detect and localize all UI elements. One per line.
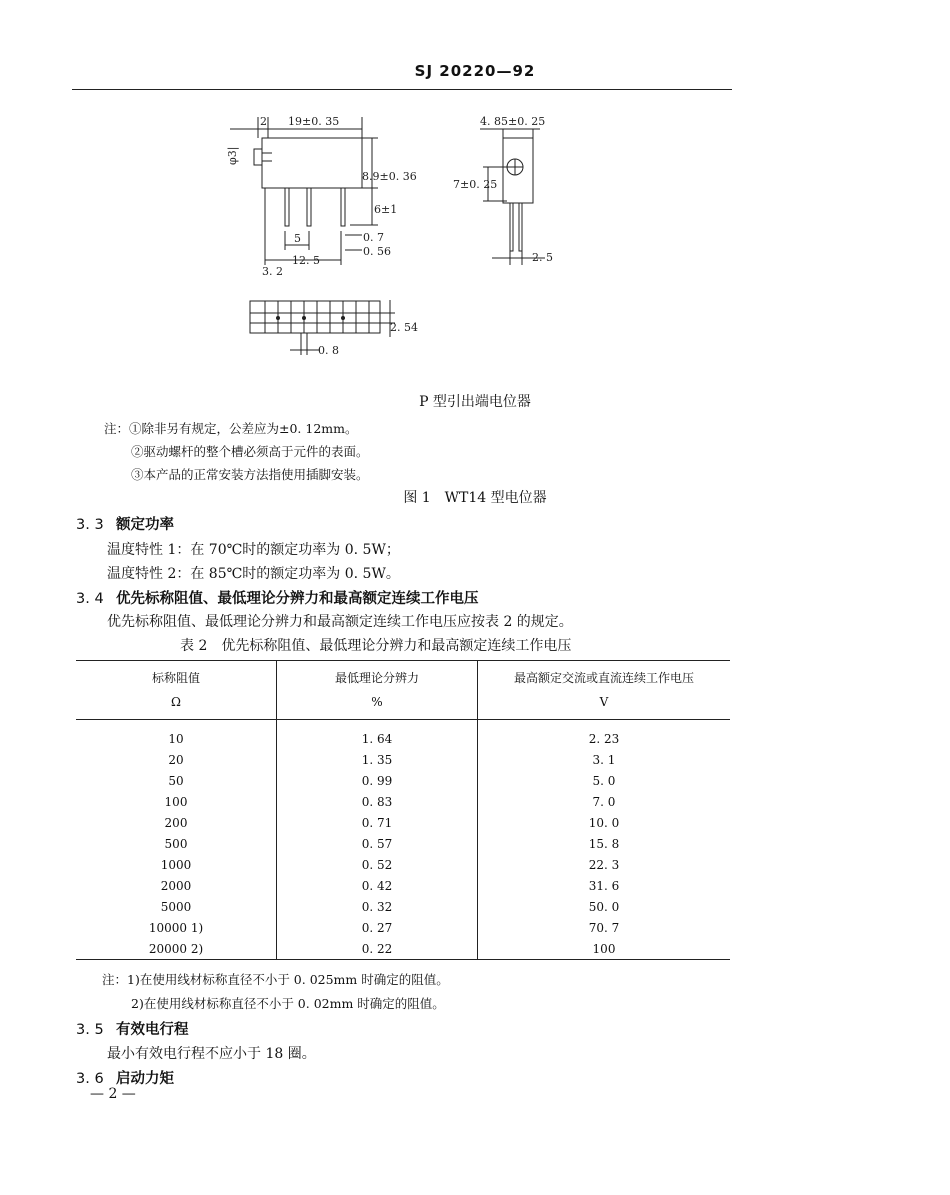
section-3-5-text: 最小有效电行程不应小于 18 圈。 xyxy=(107,1046,316,1062)
table-row: 100 0. 83 7. 0 xyxy=(76,791,730,812)
table-row: 5000 0. 32 50. 0 xyxy=(76,896,730,917)
dim-12-5: 12. 5 xyxy=(292,254,320,267)
section-3-5-heading xyxy=(76,1018,189,1039)
table-row: 500 0. 57 15. 8 xyxy=(76,833,730,854)
figure-note-2: ②驱动螺杆的整个槽必须高于元件的表面。 xyxy=(131,444,369,459)
section-3-3-title: 额定功率 xyxy=(116,517,174,533)
section-3-4-title: 优先标称阻值、最低理论分辨力和最高额定连续工作电压 xyxy=(116,591,479,607)
table-note-1: 注：1)在使用线材标称直径不小于 0. 025mm 时确定的阻值。 xyxy=(102,972,449,987)
table-note-2: 2)在使用线材标称直径不小于 0. 02mm 时确定的阻值。 xyxy=(131,996,445,1011)
section-3-6-title: 启动力矩 xyxy=(116,1071,174,1087)
potentiometer-drawing xyxy=(210,105,610,370)
power-line-1: 温度特性 1：在 70℃时的额定功率为 0. 5W； xyxy=(107,542,400,558)
dim-4-85: 4. 85±0. 25 xyxy=(480,115,546,128)
header-rule xyxy=(72,89,732,90)
table-row: 10 1. 64 2. 23 xyxy=(76,720,730,750)
dim-0-7: 0. 7 xyxy=(363,231,384,244)
dim-6: 6±1 xyxy=(374,203,398,216)
table-row: 10000 1) 0. 27 70. 7 xyxy=(76,917,730,938)
dim-7: 7±0. 25 xyxy=(453,178,498,191)
dim-5: 5 xyxy=(294,232,301,245)
table-row: 50 0. 99 5. 0 xyxy=(76,770,730,791)
section-3-6-number: 3. 6 xyxy=(76,1071,104,1087)
section-3-5-title: 有效电行程 xyxy=(116,1022,189,1038)
header-resistance: 标称阻值 Ω xyxy=(76,661,277,720)
dim-0-8: 0. 8 xyxy=(318,344,339,357)
section-3-6-heading xyxy=(76,1067,174,1088)
dim-0-56: 0. 56 xyxy=(363,245,391,258)
section-3-3-heading xyxy=(76,513,174,534)
table-row: 20 1. 35 3. 1 xyxy=(76,749,730,770)
figure-caption: 图 1 WT14 型电位器 xyxy=(403,490,547,506)
dim-19: 19±0. 35 xyxy=(288,115,340,128)
figure-note-1: 注：①除非另有规定，公差应为±0. 12mm。 xyxy=(104,421,358,436)
dim-2: 2 xyxy=(260,115,267,128)
section-3-4-number: 3. 4 xyxy=(76,591,104,607)
body-outline xyxy=(262,138,362,188)
table-row: 2000 0. 42 31. 6 xyxy=(76,875,730,896)
page-number: — 2 — xyxy=(90,1086,136,1102)
standard-number: SJ 20220—92 xyxy=(414,62,536,80)
section-3-4-heading xyxy=(76,587,479,608)
section-3-4-text: 优先标称阻值、最低理论分辨力和最高额定连续工作电压应按表 2 的规定。 xyxy=(107,614,573,630)
table-2 xyxy=(76,660,730,960)
power-line-2: 温度特性 2：在 85℃时的额定功率为 0. 5W。 xyxy=(107,566,400,582)
dim-3-2: 3. 2 xyxy=(262,265,283,278)
section-3-3-number: 3. 3 xyxy=(76,517,104,533)
header-resolution: 最低理论分辨力 % xyxy=(277,661,478,720)
table-row: 20000 2) 0. 22 100 xyxy=(76,938,730,960)
figure-note-3: ③本产品的正常安装方法指使用插脚安装。 xyxy=(131,467,369,482)
table-2-caption: 表 2 优先标称阻值、最低理论分辨力和最高额定连续工作电压 xyxy=(180,638,572,654)
table-row: 200 0. 71 10. 0 xyxy=(76,812,730,833)
section-3-5-number: 3. 5 xyxy=(76,1022,104,1038)
dim-2-54: 2. 54 xyxy=(390,321,418,334)
dim-2-5: 2. 5 xyxy=(532,251,553,264)
dim-phi: φ3| xyxy=(226,146,239,165)
figure-subcaption: P 型引出端电位器 xyxy=(419,394,531,410)
table-header-row xyxy=(76,661,730,720)
dim-8-9: 8.9±0. 36 xyxy=(362,170,417,183)
table-row: 1000 0. 52 22. 3 xyxy=(76,854,730,875)
header-voltage: 最高额定交流或直流连续工作电压 V xyxy=(478,661,731,720)
